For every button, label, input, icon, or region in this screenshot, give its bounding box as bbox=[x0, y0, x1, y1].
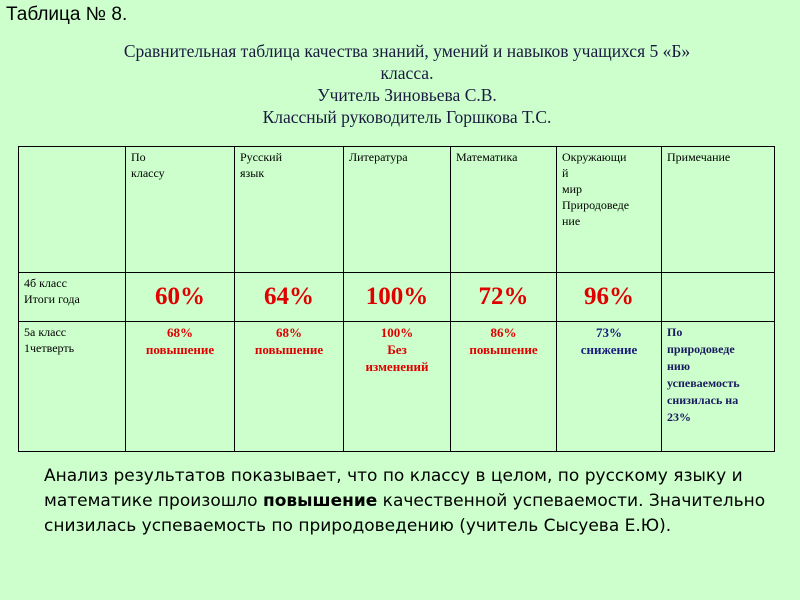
heading-line-4: Классный руководитель Горшкова Т.С. bbox=[262, 107, 552, 127]
row1-label: 4б класс Итоги года bbox=[19, 273, 126, 321]
analysis-text bbox=[44, 464, 774, 539]
header-russian: Русский язык bbox=[235, 147, 344, 273]
row2-class-value: 68% повышение bbox=[126, 321, 235, 451]
table-row-year-results bbox=[19, 273, 775, 321]
row2-world-value: 73% снижение bbox=[557, 321, 662, 451]
header-world: Окружающи й мир Природоведе ние bbox=[557, 147, 662, 273]
header-class: По классу bbox=[126, 147, 235, 273]
header-math: Математика bbox=[451, 147, 557, 273]
heading-line-1: Сравнительная таблица качества знаний, умений и навыков учащихся 5 «Б» bbox=[123, 41, 691, 61]
heading bbox=[40, 40, 774, 128]
row1-class-value: 60% bbox=[126, 273, 235, 321]
row2-note: По природоведе нию успеваемость снизилась на 23% bbox=[662, 321, 775, 451]
row1-note bbox=[662, 273, 775, 321]
row2-math-value: 86% повышение bbox=[451, 321, 557, 451]
heading-line-3: Учитель Зиновьева С.В. bbox=[317, 85, 497, 105]
comparison-table bbox=[18, 146, 775, 452]
row2-russian-value: 68% повышение bbox=[235, 321, 344, 451]
row1-world-value: 96% bbox=[557, 273, 662, 321]
row1-russian-value: 64% bbox=[235, 273, 344, 321]
header-literature: Литература bbox=[344, 147, 451, 273]
header-note: Примечание bbox=[662, 147, 775, 273]
header-row bbox=[19, 147, 775, 273]
row2-label: 5а класс 1четверть bbox=[19, 321, 126, 451]
header-empty-cell bbox=[19, 147, 126, 273]
analysis-bold-word: повышение bbox=[262, 491, 378, 511]
row1-literature-value: 100% bbox=[344, 273, 451, 321]
table-row-first-quarter bbox=[19, 321, 775, 451]
analysis-part-2: качественной успеваемости. Значительно снизилась успеваемость по природоведению (учитель Сысуева Е.Ю). bbox=[44, 491, 766, 536]
heading-line-2: класса. bbox=[380, 63, 434, 83]
analysis-part-1: Анализ результатов показывает, что по классу в целом, по русскому языку и математике произошло bbox=[44, 466, 743, 511]
row1-math-value: 72% bbox=[451, 273, 557, 321]
slide-number: Таблица № 8. bbox=[6, 4, 128, 25]
row2-literature-value: 100% Без изменений bbox=[344, 321, 451, 451]
